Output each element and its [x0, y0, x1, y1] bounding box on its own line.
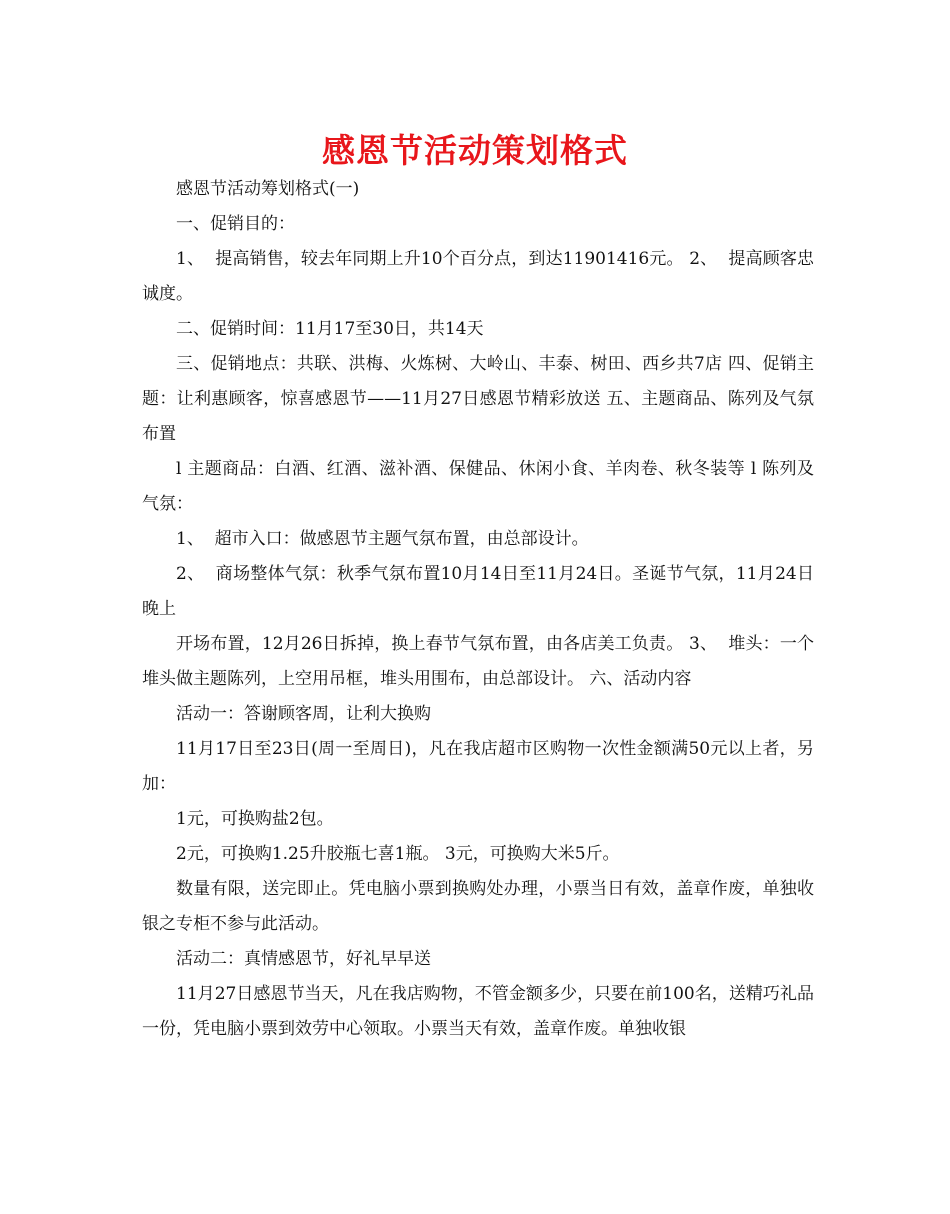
- document-body: [142, 172, 814, 1047]
- paragraph: 2元，可换购1.25升胶瓶七喜1瓶。 3元，可换购大米5斤。: [176, 844, 620, 864]
- paragraph: 11月27日感恩节当天，凡在我店购物，不管金额多少，只要在前100名，送精巧礼品一份，凭电脑小票到效劳中心领取。小票当天有效，盖章作废。单独收银: [142, 984, 814, 1039]
- paragraph: 1、 超市入口：做感恩节主题气氛布置，由总部设计。: [176, 529, 589, 549]
- paragraph: 感恩节活动筹划格式(一): [176, 179, 360, 199]
- document-title: 感恩节活动策划格式: [322, 131, 628, 170]
- paragraph: 活动一：答谢顾客周，让利大换购: [176, 704, 431, 724]
- paragraph: 一、促销目的：: [176, 214, 295, 234]
- paragraph: 1、 提高销售，较去年同期上升10个百分点，到达11901416元。 2、 提高顾客忠诚度。: [142, 249, 814, 304]
- paragraph: 活动二：真情感恩节，好礼早早送: [176, 949, 431, 969]
- paragraph: 2、 商场整体气氛：秋季气氛布置10月14日至11月24日。圣诞节气氛，11月24日晚上: [142, 564, 814, 619]
- paragraph: 数量有限，送完即止。凭电脑小票到换购处办理，小票当日有效，盖章作废，单独收银之专柜不参与此活动。: [142, 879, 814, 934]
- paragraph: 三、促销地点：共联、洪梅、火炼树、大岭山、丰泰、树田、西乡共7店 四、促销主题：让利惠顾客，惊喜感恩节——11月27日感恩节精彩放送 五、主题商品、陈列及气氛布置: [142, 354, 814, 444]
- paragraph: 1元，可换购盐2包。: [176, 809, 334, 829]
- paragraph: 开场布置，12月26日拆掉，换上春节气氛布置，由各店美工负责。 3、 堆头：一个堆头做主题陈列，上空用吊框，堆头用围布，由总部设计。 六、活动内容: [142, 634, 814, 689]
- paragraph: l 主题商品：白酒、红酒、滋补酒、保健品、休闲小食、羊肉卷、秋冬装等 l 陈列及气氛：: [142, 459, 814, 514]
- paragraph: 11月17日至23日(周一至周日)，凡在我店超市区购物一次性金额满50元以上者，另加：: [142, 739, 814, 794]
- paragraph: 二、促销时间：11月17至30日，共14天: [176, 319, 484, 339]
